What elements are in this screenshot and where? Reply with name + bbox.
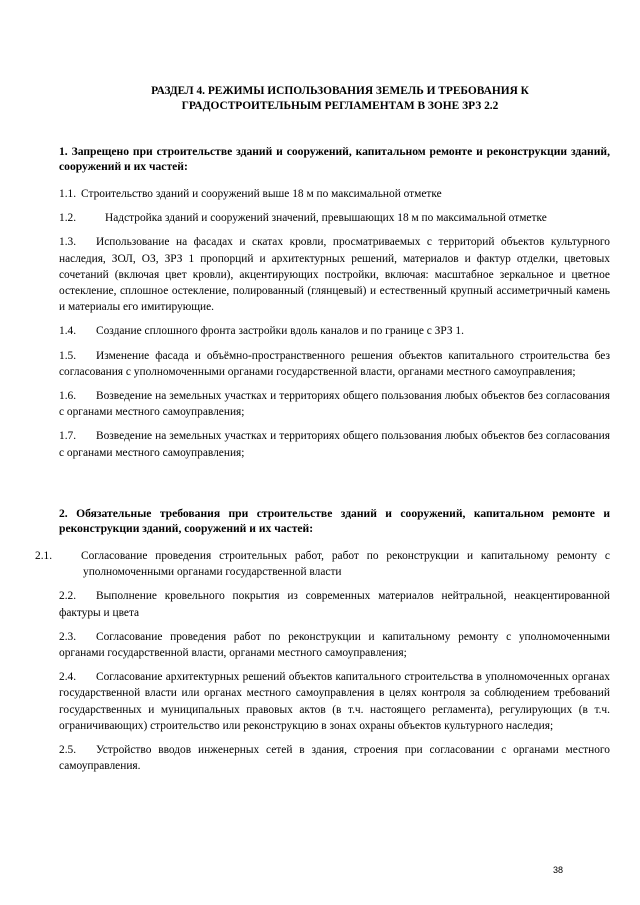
item-number: 1.6.: [59, 390, 77, 403]
list-item-2-3: [59, 629, 610, 661]
item-text: Выполнение кровельного покрытия из современных материалов нейтральной, неакцентированной фактуры и цвета: [59, 590, 610, 619]
item-text: Строительство зданий и сооружений выше 18 м по максимальной отметке: [81, 188, 442, 200]
item-number: 2.2.: [59, 590, 77, 603]
item-text: Возведение на земельных участках и территориях общего пользования любых объектов без согласования с органами местного самоуправления;: [59, 390, 610, 419]
item-number: 1.3.: [59, 236, 77, 249]
item-text: Надстройка зданий и сооружений значений, превышающих 18 м по максимальной отметке: [105, 212, 547, 225]
item-number: 1.2.: [59, 212, 77, 225]
item-text: Согласование проведения строительных работ, работ по реконструкции и капитальному ремонту с уполномоченными органами государственной власти: [81, 550, 610, 579]
list-item-1-4: [59, 323, 610, 339]
item-number: 2.3.: [59, 630, 77, 643]
list-item-1-6: [59, 388, 610, 420]
list-item-2-4: [59, 669, 610, 734]
list-item-1-2: [59, 210, 610, 226]
item-number: 2.5.: [59, 744, 77, 757]
list-item-1-7: [59, 428, 610, 460]
item-number: 2.4.: [59, 671, 77, 684]
list-item-2-5: [59, 742, 610, 774]
list-item-2-2: [59, 588, 610, 620]
list-item-1-5: [59, 348, 610, 380]
item-number: 1.4.: [59, 325, 77, 338]
item-number: 1.5.: [59, 349, 77, 362]
list-item-1-1: [59, 186, 610, 202]
section-title: [60, 84, 620, 113]
section-1-heading: 1. Запрещено при строительстве зданий и сооружений, капитальном ремонте и реконструкции зданий, сооружений и их частей:: [59, 145, 610, 173]
section-title-line-1: РАЗДЕЛ 4. РЕЖИМЫ ИСПОЛЬЗОВАНИЯ ЗЕМЕЛЬ И ТРЕБОВАНИЯ К: [151, 85, 529, 97]
page-number: 38: [553, 865, 564, 875]
item-text: Согласование проведения работ по реконструкции и капитальному ремонту с уполномоченными органами государственной власти, органами местного самоуправления;: [59, 630, 610, 660]
item-text: Создание сплошного фронта застройки вдоль каналов и по границе с ЗРЗ 1.: [96, 325, 464, 338]
item-text: Изменение фасада и объёмно-пространственного решения объектов капитального строительства без согласования с уполномоченными органами государственной власти, органами местного самоуправления;: [59, 349, 610, 378]
item-number: 2.1.: [35, 550, 53, 562]
item-text: Возведение на земельных участках и территориях общего пользования любых объектов без согласования с органами местного самоуправления;: [59, 430, 610, 459]
list-item-1-3: [59, 234, 610, 315]
section-prohibitions: [59, 144, 610, 469]
item-text: Использование на фасадах и скатах кровли, просматриваемых с территорий объектов культурного наследия, ЗОЛ, ОЗ, ЗРЗ 1 пропорций и архитектурных решений, материалов и фактур отделки, цветовых сочетаний (включая цвет кровли), акцентирующих постройки, включая: масштабное зеркальное и цветное остекление, сплошное остекление, полированный (глянцевый) и естественный крупный ассиметричный камень и материалы его имитирующие.: [59, 236, 610, 314]
list-item-2-1: [35, 548, 610, 580]
section-2-heading: 2. Обязательные требования при строительстве зданий и сооружений, капитальном ремонте и реконструкции зданий, сооружений и их частей:: [59, 507, 610, 535]
section-requirements: [35, 506, 610, 782]
item-number: 1.1.: [59, 188, 77, 200]
section-title-line-2: ГРАДОСТРОИТЕЛЬНЫМ РЕГЛАМЕНТАМ В ЗОНЕ ЗРЗ 2.2: [181, 99, 499, 112]
item-number: 1.7.: [59, 430, 77, 443]
item-text: Согласование архитектурных решений объектов капитального строительства в уполномоченных органах государственной власти или органах местного самоуправления в целях контроля за соблюдением требований государственных и муниципальных правовых актов (в т.ч. настоящего регламента), регулирующих (в т.ч. ограничивающих) строительство или реконструкцию в зонах охраны объектов культурного наследия;: [59, 671, 610, 732]
item-text: Устройство вводов инженерных сетей в здания, строения при согласовании с органами местного самоуправления.: [59, 744, 610, 773]
